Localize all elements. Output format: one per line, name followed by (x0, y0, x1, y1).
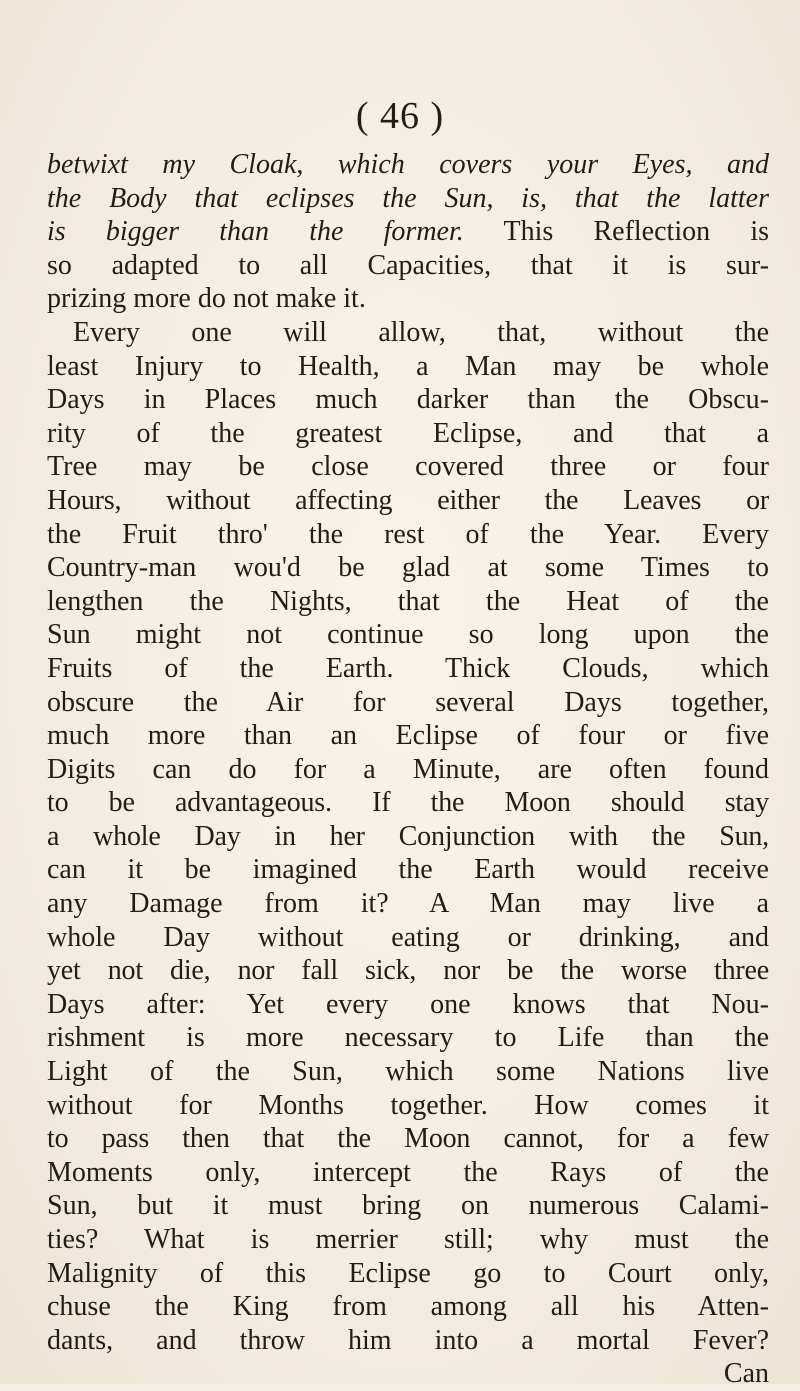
text-line: can it be imagined the Earth would receive (47, 854, 769, 886)
text-line: betwixt my Cloak, which covers your Eyes, and (47, 149, 769, 180)
text-line: any Damage from it? A Man may live a (47, 888, 769, 920)
text-line: rity of the greatest Eclipse, and that a (47, 417, 769, 449)
text-line: Malignity of this Eclipse go to Court only, (47, 1257, 769, 1289)
text-line: Digits can do for a Minute, are often found (47, 753, 769, 785)
text-line: the Fruit thro' the rest of the Year. Every (47, 518, 769, 550)
page-number: ( 46 ) (355, 95, 445, 137)
text-line: Fruits of the Earth. Thick Clouds, which (47, 652, 769, 684)
text-line-italic-part: is bigger than the former. (47, 216, 464, 248)
text-line: Country-man wou'd be glad at some Times to (47, 552, 769, 584)
text-line: Moments only, intercept the Rays of the (47, 1156, 769, 1188)
text-line: obscure the Air for several Days together, (47, 686, 769, 718)
text-line: Sun might not continue so long upon the (47, 619, 769, 651)
text-line: without for Months together. How comes it (47, 1089, 769, 1121)
catchword: Can (723, 1358, 769, 1390)
text-line: a whole Day in her Conjunction with the Sun, (47, 820, 769, 852)
text-line: dants, and throw him into a mortal Fever? (47, 1324, 769, 1356)
text-line: whole Day without eating or drinking, and (47, 921, 769, 953)
body-text (47, 148, 769, 1391)
text-line: Days in Places much darker than the Obscu- (47, 384, 769, 416)
text-line-roman-part: This Reflection is (463, 216, 769, 248)
text-line: so adapted to all Capacities, that it is sur- (47, 249, 769, 281)
text-line: much more than an Eclipse of four or five (47, 720, 769, 752)
text-line: Hours, without affecting either the Leaves or (47, 484, 769, 516)
text-line: lengthen the Nights, that the Heat of the (47, 585, 769, 617)
paragraph-start-line: Every one will allow, that, without the (73, 316, 769, 348)
text-line: Sun, but it must bring on numerous Calami- (47, 1190, 769, 1222)
text-line: Days after: Yet every one knows that Nou- (47, 988, 769, 1020)
text-line: the Body that eclipses the Sun, is, that the latter (47, 182, 769, 214)
text-line: to be advantageous. If the Moon should stay (47, 787, 769, 819)
text-line: chuse the King from among all his Atten- (47, 1291, 769, 1323)
text-line: yet not die, nor fall sick, nor be the worse three (47, 955, 769, 987)
text-line (47, 215, 769, 249)
text-line: prizing more do not make it. (47, 283, 366, 315)
text-line: least Injury to Health, a Man may be whole (47, 350, 769, 382)
text-line: to pass then that the Moon cannot, for a few (47, 1123, 769, 1155)
text-line: Tree may be close covered three or four (47, 451, 769, 483)
text-line: ties? What is merrier still; why must the (47, 1224, 769, 1255)
text-line: Light of the Sun, which some Nations live (47, 1056, 769, 1088)
text-line: rishment is more necessary to Life than the (47, 1022, 769, 1054)
